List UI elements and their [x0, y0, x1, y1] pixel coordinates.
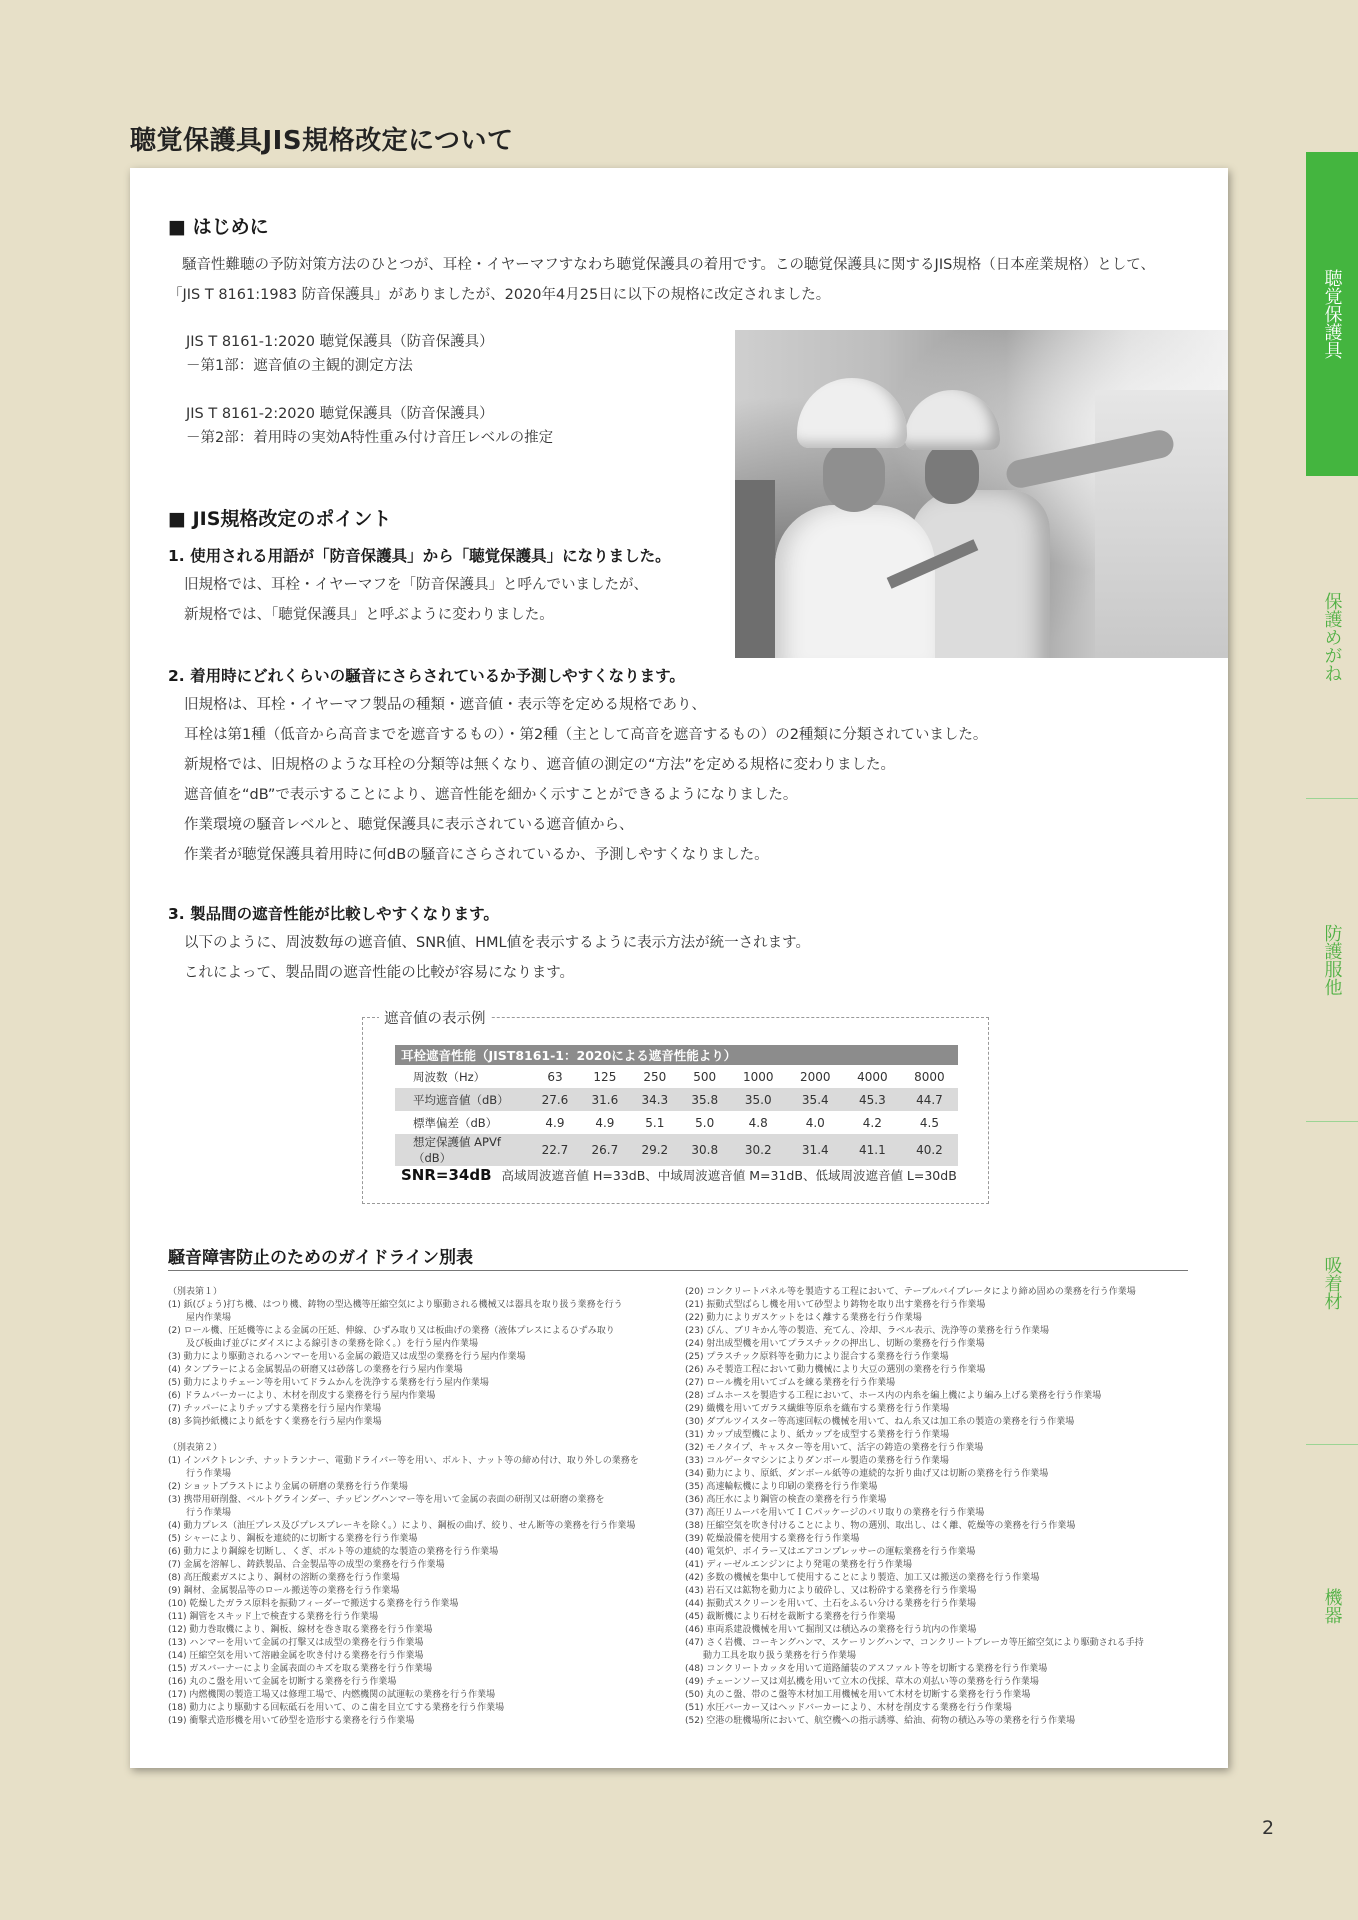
guideline-item: 動力工具を取り扱う業務を行う作業場	[703, 1651, 857, 1661]
guideline-item: (24) 射出成型機を用いてプラスチックの押出し、切断の業務を行う作業場	[685, 1339, 985, 1349]
table-cell: 27.6	[530, 1088, 580, 1111]
point-title: 1. 使用される用語が「防音保護具」から「聴覚保護具」になりました。	[168, 547, 671, 565]
table-cell: 40.2	[901, 1134, 958, 1166]
table-cell: 29.2	[630, 1134, 680, 1166]
guideline-item: (22) 動力によりガスケットをはく離する業務を行う作業場	[685, 1313, 922, 1323]
points-heading: ■ JIS規格改定のポイント	[168, 508, 392, 530]
page-title: 聴覚保護具JIS規格改定について	[130, 126, 514, 156]
table-cell: 30.2	[730, 1134, 787, 1166]
guideline-title: 騒音障害防止のためのガイドライン別表	[168, 1248, 473, 1268]
table-cell: 8000	[914, 1069, 945, 1084]
point-line: 旧規格は、耳栓・イヤーマフ製品の種類・遮音値・表示等を定める規格であり、	[184, 697, 706, 713]
guideline-item: (51) 水圧バーカー又はヘッドバーカーにより、木材を削皮する業務を行う作業場	[685, 1703, 1012, 1713]
intro-line: 騒音性難聴の予防対策方法のひとつが、耳栓・イヤーマフすなわち聴覚保護具の着用です。この聴覚保護具に関するJIS規格（日本産業規格）として、	[182, 257, 1156, 273]
table-row	[395, 1134, 958, 1166]
guideline-item: (10) 乾燥したガラス原料を振動フィーダーで搬送する業務を行う作業場	[168, 1599, 459, 1609]
guideline-left-column	[168, 1286, 639, 1728]
guideline-item: 行う作業場	[186, 1469, 232, 1479]
guideline-item: (34) 動力により、原紙、ダンボール紙等の連続的な折り曲げ又は切断の業務を行う作業場	[685, 1469, 1049, 1479]
guideline-item: (1) インパクトレンチ、ナットランナー、電動ドライバー等を用い、ボルト、ナット等の締め付け、取り外しの業務を	[168, 1456, 639, 1466]
guideline-item: (47) さく岩機、コーキングハンマ、スケーリングハンマ、コンクリートブレーカ等圧縮空気により駆動される手持	[685, 1638, 1144, 1648]
tab-safety-glasses[interactable]: 保護めがね	[1321, 592, 1343, 682]
guideline-item: (37) 高圧リムーバを用いてＩＣパッケージのバリ取りの業務を行う作業場	[685, 1508, 985, 1518]
standard-list	[186, 330, 553, 450]
table-row	[395, 1065, 958, 1088]
point-title: 2. 着用時にどれくらいの騒音にさらされているか予測しやすくなります。	[168, 667, 685, 685]
table-cell: 63	[547, 1069, 563, 1084]
guideline-item: (42) 多数の機械を集中して使用することにより製造、加工又は搬送の業務を行う作業場	[685, 1573, 1040, 1583]
guideline-item: (15) ガスバーナーにより金属表面のキズを取る業務を行う作業場	[168, 1664, 433, 1674]
tab-hearing-protection[interactable]: 聴覚保護具	[1306, 152, 1358, 476]
guideline-item: (43) 岩石又は鉱物を動力により破砕し、又は粉砕する業務を行う作業場	[685, 1586, 977, 1596]
guideline-item: (27) ロール機を用いてゴムを練る業務を行う作業場	[685, 1378, 896, 1388]
guideline-item: (41) ディーゼルエンジンにより発電の業務を行う作業場	[685, 1560, 912, 1570]
guideline-item: (17) 内燃機関の製造工場又は修理工場で、内燃機関の試運転の業務を行う作業場	[168, 1690, 496, 1700]
guideline-item: (18) 動力により駆動する回転砥石を用いて、のこ歯を目立てする業務を行う作業場	[168, 1703, 505, 1713]
guideline-item: (49) チェーンソー又は刈払機を用いて立木の伐採、草木の刈払い等の業務を行う作業場	[685, 1677, 1039, 1687]
table-cell: 35.4	[787, 1088, 844, 1111]
guideline-item: 屋内作業場	[186, 1313, 232, 1323]
content-card	[130, 168, 1228, 1768]
guideline-item: (2) ロール機、圧延機等による金属の圧延、伸線、ひずみ取り又は板曲げの業務（液体プレスによるひずみ取り	[168, 1326, 615, 1336]
intro-line: 「JIS T 8161:1983 防音保護具」がありましたが、2020年4月25日に以下の規格に改定されました。	[168, 287, 831, 303]
row-label: 想定保護値 APVf（dB）	[395, 1134, 530, 1166]
guideline-item: (33) コルゲータマシンによりダンボール製造の業務を行う作業場	[685, 1456, 949, 1466]
point-body	[184, 928, 810, 988]
point-body	[184, 690, 987, 870]
point-line: 新規格では、旧規格のような耳栓の分類等は無くなり、遮音値の測定の“方法”を定める規格に変わりました。	[184, 757, 896, 773]
point-line: 作業者が聴覚保護具着用時に何dBの騒音にさらされているか、予測しやすくなりました。	[184, 847, 769, 863]
guideline-item: (45) 裁断機により石材を裁断する業務を行う作業場	[685, 1612, 896, 1622]
point-body	[184, 570, 648, 630]
table-cell: 30.8	[680, 1134, 730, 1166]
point-line: 作業環境の騒音レベルと、聴覚保護具に表示されている遮音値から、	[184, 817, 634, 833]
table-cell: 5.0	[695, 1115, 715, 1130]
guideline-item: (25) プラスチック原料等を動力により混合する業務を行う作業場	[685, 1352, 949, 1362]
guideline-item: (32) モノタイプ、キャスター等を用いて、活字の鋳造の業務を行う作業場	[685, 1443, 984, 1453]
guideline-item: (38) 圧縮空気を吹き付けることにより、物の選別、取出し、はく離、乾燥等の業務を行う作業場	[685, 1521, 1076, 1531]
page-number: 2	[1262, 1817, 1275, 1839]
guideline-item: (46) 車両系建設機械を用いて掘削又は積込みの業務を行う坑内の作業場	[685, 1625, 977, 1635]
point-line: これによって、製品間の遮音性能の比較が容易になります。	[184, 965, 575, 981]
snr-value: SNR=34dB	[401, 1166, 492, 1184]
guideline-item: (12) 動力巻取機により、鋼板、線材を巻き取る業務を行う作業場	[168, 1625, 433, 1635]
table-cell: 4.9	[545, 1115, 565, 1130]
guideline-item: (8) 高圧酸素ガスにより、鋼材の溶断の業務を行う作業場	[168, 1573, 400, 1583]
guideline-item: (50) 丸のこ盤、帯のこ盤等木材加工用機械を用いて木材を切断する業務を行う作業場	[685, 1690, 1031, 1700]
table-cell: 31.6	[580, 1088, 630, 1111]
table-cell: 5.1	[645, 1115, 665, 1130]
table-row	[395, 1088, 958, 1111]
guideline-item: (16) 丸のこ盤を用いて金属を切断する業務を行う作業場	[168, 1677, 397, 1687]
guideline-item: (14) 圧縮空気を用いて溶融金属を吹き付ける業務を行う作業場	[168, 1651, 424, 1661]
table-cell: 45.3	[844, 1088, 901, 1111]
guideline-item: (8) 多筒抄紙機により紙をすく業務を行う屋内作業場	[168, 1417, 382, 1427]
guideline-item: (39) 乾燥設備を使用する業務を行う作業場	[685, 1534, 860, 1544]
table-cell: 4.0	[805, 1115, 825, 1130]
guideline-item: (28) ゴムホースを製造する工程において、ホース内の内糸を編上機により編み上げる業務を行う作業場	[685, 1391, 1102, 1401]
guideline-item: (36) 高圧水により鋼管の検査の業務を行う作業場	[685, 1495, 887, 1505]
table-cell: 4.8	[748, 1115, 768, 1130]
guideline-item: (31) カップ成型機により、紙カップを成型する業務を行う作業場	[685, 1430, 950, 1440]
tab-protective-clothing[interactable]: 防護服他	[1321, 924, 1343, 996]
point-line: 耳栓は第1種（低音から高音までを遮音するもの）・第2種（主として高音を遮音するもの）の2種類に分類されていました。	[184, 727, 988, 743]
guideline-item: (13) ハンマーを用いて金属の打撃又は成型の業務を行う作業場	[168, 1638, 424, 1648]
point-line: 新規格では、「聴覚保護具」と呼ぶように変わりました。	[184, 607, 554, 623]
guideline-item: (26) みそ製造工程において動力機械により大豆の選別の業務を行う作業場	[685, 1365, 986, 1375]
guideline-item: (11) 鋼管をスキッド上で検査する業務を行う作業場	[168, 1612, 379, 1622]
guideline-item: (3) 携帯用研削盤、ベルトグラインダー、チッピングハンマー等を用いて金属の表面の研削又は研磨の業務を	[168, 1495, 605, 1505]
guideline-item: (5) シャーにより、鋼板を連続的に切断する業務を行う作業場	[168, 1534, 418, 1544]
guideline-item: (6) ドラムバーカーにより、木材を削皮する業務を行う屋内作業場	[168, 1391, 436, 1401]
table-cell: 31.4	[787, 1134, 844, 1166]
point-line: 旧規格では、耳栓・イヤーマフを「防音保護具」と呼んでいましたが、	[184, 577, 648, 593]
guideline-item: (7) 金属を溶解し、鋳鉄製品、合金製品等の成型の業務を行う作業場	[168, 1560, 445, 1570]
table-cell: 35.0	[730, 1088, 787, 1111]
table-caption: 耳栓遮音性能（JIST8161-1：2020による遮音性能より）	[395, 1045, 958, 1065]
table-cell: 22.7	[530, 1134, 580, 1166]
workers-photo	[735, 330, 1228, 658]
guideline-item: (48) コンクリートカッタを用いて道路舗装のアスファルト等を切断する業務を行う作業場	[685, 1664, 1048, 1674]
table-cell: 2000	[800, 1069, 831, 1084]
table-cell: 250	[643, 1069, 667, 1084]
guideline-item: （別表第２）	[168, 1443, 223, 1453]
row-label: 標準偏差（dB）	[413, 1115, 498, 1130]
guideline-item: (44) 振動式スクリーンを用いて、土石をふるい分ける業務を行う作業場	[685, 1599, 976, 1609]
table-cell: 500	[693, 1069, 717, 1084]
table-cell: 1000	[742, 1069, 774, 1084]
tab-absorbent[interactable]: 吸着材	[1321, 1256, 1343, 1310]
guideline-item: (40) 電気炉、ボイラー又はエアコンプレッサーの運転業務を行う作業場	[685, 1547, 976, 1557]
standard-line: JIS T 8161-1:2020 聴覚保護具（防音保護具）	[186, 334, 494, 350]
guideline-item: (19) 衝撃式造形機を用いて砂型を造形する業務を行う作業場	[168, 1716, 415, 1726]
guideline-item: (35) 高速輪転機により印刷の業務を行う作業場	[685, 1482, 878, 1492]
intro-paragraph	[168, 250, 1155, 310]
standard-line: －第1部：遮音値の主観的測定方法	[186, 358, 413, 374]
table-cell: 4.9	[595, 1115, 615, 1130]
standard-line: JIS T 8161-2:2020 聴覚保護具（防音保護具）	[186, 406, 494, 422]
guideline-item: (52) 空港の駐機場所において、航空機への指示誘導、給油、荷物の積込み等の業務を行う作業場	[685, 1716, 1076, 1726]
guideline-item: (23) びん、ブリキかん等の製造、充てん、冷却、ラベル表示、洗浄等の業務を行う作業場	[685, 1326, 1050, 1336]
table-cell: 125	[593, 1069, 617, 1084]
example-box	[362, 1011, 989, 1204]
guideline-item: (4) 動力プレス（油圧プレス及びプレスブレーキを除く。）により、鋼板の曲げ、絞り、せん断等の業務を行う作業場	[168, 1521, 636, 1531]
table-cell: 44.7	[901, 1088, 958, 1111]
standard-line: －第2部：着用時の実効A特性重み付け音圧レベルの推定	[186, 430, 554, 446]
guideline-item: (9) 鋼材、金属製品等のロール搬送等の業務を行う作業場	[168, 1586, 400, 1596]
guideline-right-column	[685, 1286, 1144, 1728]
guideline-item: (20) コンクリートパネル等を製造する工程において、テーブルバイブレータにより締め固めの業務を行う作業場	[685, 1287, 1136, 1297]
hml-values: 高域周波遮音値 H=33dB、中域周波遮音値 M=31dB、低域周波遮音値 L=30dB	[501, 1168, 957, 1183]
guideline-item: (6) 動力により鋼線を切断し、くぎ、ボルト等の連続的な製造の業務を行う作業場	[168, 1547, 499, 1557]
guideline-item: (1) 鋲(びょう)打ち機、はつり機、鋳物の型込機等圧縮空気により駆動される機械又は器具を取り扱う業務を行う	[168, 1300, 623, 1310]
table-cell: 26.7	[580, 1134, 630, 1166]
table-cell: 4.5	[919, 1115, 939, 1130]
attenuation-table	[395, 1045, 958, 1166]
guideline-item: 行う作業場	[186, 1508, 232, 1518]
guideline-item: (5) 動力によりチェーン等を用いてドラムかんを洗浄する業務を行う屋内作業場	[168, 1378, 489, 1388]
point-line: 以下のように、周波数毎の遮音値、SNR値、HML値を表示するように表示方法が統一されます。	[184, 935, 810, 951]
table-row	[395, 1111, 958, 1134]
guideline-item: 及び板曲げ並びにダイスによる線引きの業務を除く。）を行う屋内作業場	[186, 1339, 479, 1349]
guideline-item: (30) ダブルツイスター等高速回転の機械を用いて、ねん糸又は加工糸の製造の業務を行う作業場	[685, 1417, 1075, 1427]
guideline-item: (7) チッパーによりチップする業務を行う屋内作業場	[168, 1404, 382, 1414]
table-cell: 35.8	[680, 1088, 730, 1111]
table-cell: 4000	[857, 1069, 888, 1084]
table-cell: 34.3	[630, 1088, 680, 1111]
example-label: 遮音値の表示例	[379, 1007, 491, 1028]
guideline-item: (29) 織機を用いてガラス繊維等原糸を織布する業務を行う作業場	[685, 1404, 950, 1414]
guideline-item: (2) ショットブラストにより金属の研磨の業務を行う作業場	[168, 1482, 408, 1492]
guideline-item: (4) タンブラーによる金属製品の研磨又は砂落しの業務を行う屋内作業場	[168, 1365, 463, 1375]
row-label: 平均遮音値（dB）	[395, 1088, 530, 1111]
table-cell: 4.2	[862, 1115, 882, 1130]
point-title: 3. 製品間の遮音性能が比較しやすくなります。	[168, 905, 499, 923]
guideline-item: (21) 振動式型ばらし機を用いて砂型より鋳物を取り出す業務を行う作業場	[685, 1300, 986, 1310]
guideline-item: （別表第１）	[168, 1287, 223, 1297]
point-line: 遮音値を“dB”で表示することにより、遮音性能を細かく示すことができるようになりました。	[184, 787, 798, 803]
snr-line	[401, 1166, 957, 1184]
guideline-item: (3) 動力により駆動されるハンマーを用いる金属の鍛造又は成型の業務を行う屋内作業場	[168, 1352, 526, 1362]
tab-equipment[interactable]: 機器	[1321, 1588, 1343, 1624]
guideline-item	[168, 1429, 639, 1442]
table-cell: 41.1	[844, 1134, 901, 1166]
intro-heading: ■ はじめに	[168, 216, 269, 238]
row-label: 周波数（Hz）	[413, 1069, 486, 1084]
guideline-divider	[168, 1270, 1188, 1271]
